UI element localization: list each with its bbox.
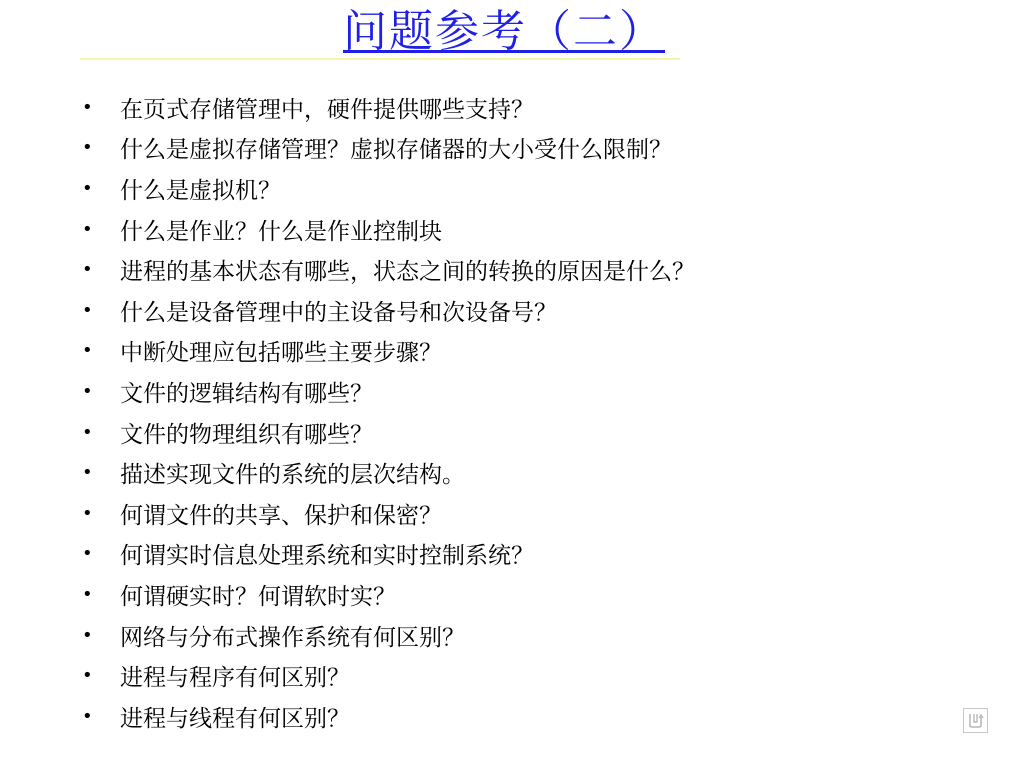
list-item	[80, 290, 695, 331]
question-text: 中断处理应包括哪些主要步骤？	[120, 340, 442, 367]
bullet: •	[82, 462, 93, 484]
question-text: 文件的物理组织有哪些？	[120, 421, 373, 448]
bullet: •	[82, 259, 93, 281]
bullet: •	[82, 502, 93, 524]
list-item	[80, 87, 695, 128]
list-item	[80, 696, 695, 737]
bullet: •	[82, 340, 93, 362]
question-text: 何谓实时信息处理系统和实时控制系统？	[120, 543, 534, 570]
bullet: •	[82, 380, 93, 402]
return-button[interactable]	[963, 708, 988, 733]
list-item	[80, 249, 695, 290]
bullet: •	[82, 299, 93, 321]
list-item	[80, 493, 695, 534]
question-text: 什么是虚拟机？	[120, 177, 281, 204]
bullet: •	[82, 218, 93, 240]
question-text: 何谓文件的共享、保护和保密？	[120, 502, 442, 529]
list-item	[80, 452, 695, 493]
list-item	[80, 209, 695, 250]
list-item	[80, 128, 695, 169]
list-item	[80, 574, 695, 615]
list-item	[80, 655, 695, 696]
bullet: •	[82, 583, 93, 605]
question-text: 进程与线程有何区别？	[120, 705, 350, 732]
list-item	[80, 534, 695, 575]
question-text: 网络与分布式操作系统有何区别？	[120, 624, 465, 651]
question-text: 在页式存储管理中，硬件提供哪些支持？	[120, 96, 534, 123]
question-text: 描述实现文件的系统的层次结构。	[120, 462, 465, 489]
question-text: 什么是作业？什么是作业控制块	[120, 218, 442, 245]
list-item	[80, 412, 695, 453]
list-item	[80, 168, 695, 209]
page-title: 问题参考（二）	[343, 6, 665, 57]
bullet: •	[82, 543, 93, 565]
question-text: 进程的基本状态有哪些，状态之间的转换的原因是什么？	[120, 259, 695, 286]
bullet: •	[82, 177, 93, 199]
question-text: 什么是虚拟存储管理？虚拟存储器的大小受什么限制？	[120, 137, 672, 164]
bullet: •	[82, 705, 93, 727]
bullet: •	[82, 624, 93, 646]
question-text: 文件的逻辑结构有哪些？	[120, 380, 373, 407]
bullet: •	[82, 421, 93, 443]
list-item	[80, 615, 695, 656]
bullet: •	[82, 137, 93, 159]
bullet: •	[82, 96, 93, 118]
question-text: 什么是设备管理中的主设备号和次设备号？	[120, 299, 557, 326]
list-item	[80, 371, 695, 412]
bullet: •	[82, 665, 93, 687]
question-text: 进程与程序有何区别？	[120, 665, 350, 692]
question-text: 何谓硬实时？何谓软时实？	[120, 583, 396, 610]
return-icon	[966, 711, 985, 730]
list-item	[80, 331, 695, 372]
question-list	[80, 87, 695, 737]
